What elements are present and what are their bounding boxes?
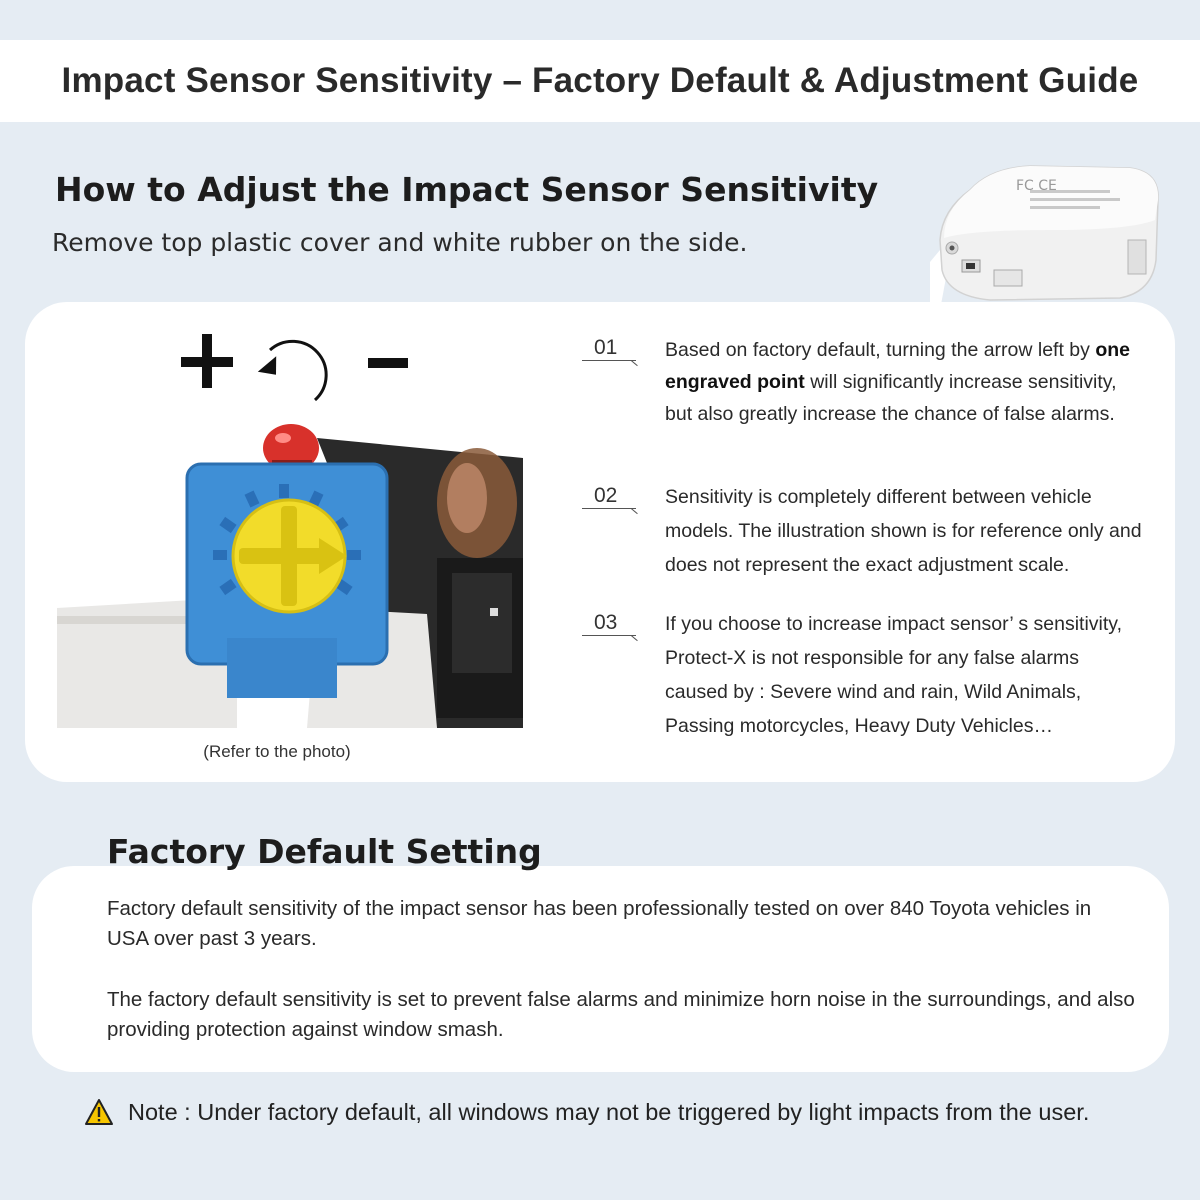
adjustment-symbols	[175, 320, 425, 410]
adjust-subheading: Remove top plastic cover and white rubber on the side.	[52, 228, 748, 257]
step-number: 03	[582, 611, 636, 636]
factory-default-paragraph-1: Factory default sensitivity of the impact sensor has been professionally tested on over 840 Toyota vehicles in USA over past 3 years.	[107, 897, 1092, 950]
page-title: Impact Sensor Sensitivity – Factory Default & Adjustment Guide	[61, 61, 1139, 100]
svg-text:FC CE: FC CE	[1016, 178, 1057, 194]
title-bar	[0, 40, 1200, 122]
photo-caption: (Refer to the photo)	[203, 742, 351, 761]
step-number: 01	[582, 336, 636, 361]
step-emphasis: one engraved point	[665, 339, 1130, 393]
note-text: Note : Under factory default, all windows may not be triggered by light impacts from the user.	[128, 1098, 1090, 1125]
note	[84, 1094, 1089, 1130]
rotate-counterclockwise-icon	[258, 341, 326, 400]
step-number: 02	[582, 484, 636, 509]
adjust-heading: How to Adjust the Impact Sensor Sensitivity	[55, 170, 879, 209]
step-text: Based on factory default, turning the arrow left by one engraved point will significantly increase sensitivity, but also greatly increase the chance of false alarms.	[665, 339, 1130, 425]
minus-icon	[368, 358, 408, 368]
plus-icon	[181, 334, 233, 388]
step-text: Sensitivity is completely different between vehicle models. The illustration shown is for reference only and does not represent the exact adjustment scale.	[665, 486, 1142, 576]
sensor-device-image	[930, 160, 1170, 310]
factory-default-heading: Factory Default Setting	[107, 832, 542, 871]
factory-default-paragraph-2: The factory default sensitivity is set to prevent false alarms and minimize horn noise in the surroundings, and also providing protection against window smash.	[107, 988, 1135, 1041]
trimmer-photo	[57, 418, 523, 728]
step-text: If you choose to increase impact sensor’ s sensitivity, Protect-X is not responsible for any false alarms caused by : Severe wind and rain, Wild Animals, Passing motorcycles, Heavy Duty Vehicles…	[665, 613, 1123, 737]
warning-triangle-icon	[84, 1098, 114, 1126]
